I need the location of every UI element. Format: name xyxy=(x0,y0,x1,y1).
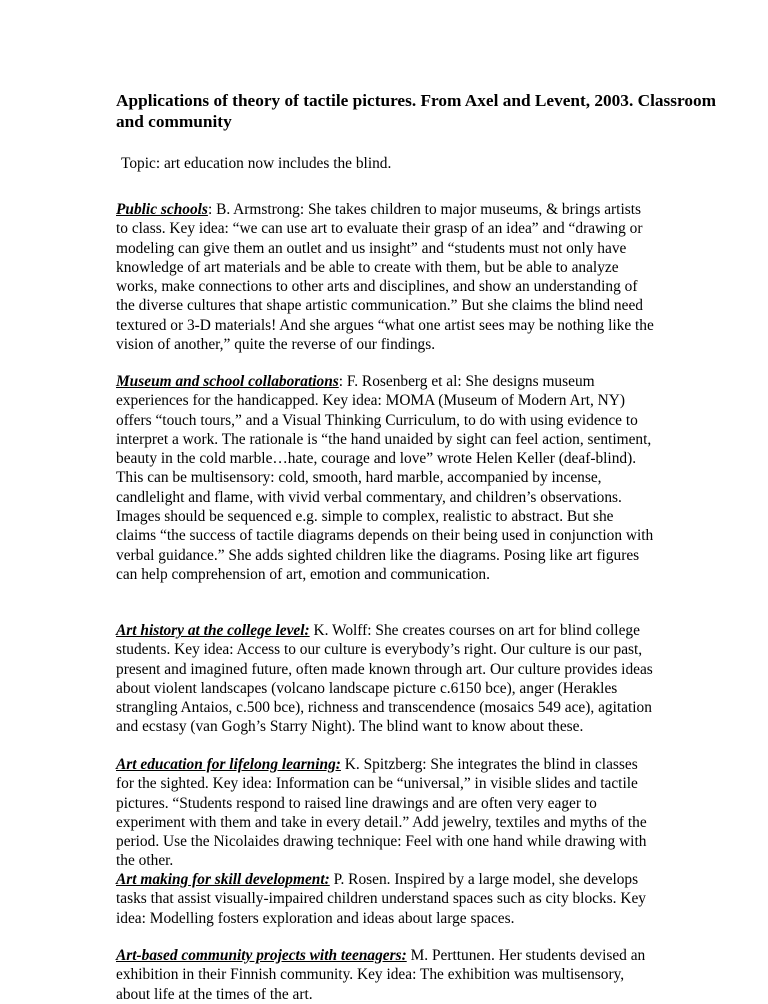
topic-line: Topic: art education now includes the blind. xyxy=(121,155,392,172)
section-heading: Art making for skill development: xyxy=(116,871,330,888)
section-body: M. Perttunen. Her students devised an exhibition in their Finnish community. Key idea: The exhibition was multisensory, about life at the times of the art. xyxy=(116,947,646,1003)
section-separator: : xyxy=(207,201,217,218)
section-skill-development xyxy=(116,870,656,928)
section-body: P. Rosen. Inspired by a large model, she develops tasks that assist visually-impaired children understand spaces such as city blocks. Key idea: Modelling fosters exploration and ideas about large spaces. xyxy=(116,871,646,927)
section-community-projects xyxy=(116,946,656,1004)
section-heading: Art education for lifelong learning: xyxy=(116,756,341,773)
section-public-schools xyxy=(116,200,656,354)
section-body: B. Armstrong: She takes children to major museums, & brings artists to class. Key idea: “we can use art to evaluate their grasp of an idea” and “drawing or modeling can give them an outlet and us insight” and “students must not only have knowledge of art materials and be able to create with them, but be able to analyze works, make connections to other arts and disciplines, and show an understanding of the diverse cultures that shape artistic communication.” But she claims the blind need textured or 3-D materials! And she argues “what one artist sees may be nothing like the vision of another,” quite the reverse of our findings. xyxy=(116,201,654,354)
section-heading: Museum and school collaborations xyxy=(116,373,339,390)
section-body: F. Rosenberg et al: She designs museum experiences for the handicapped. Key idea: MOMA (Museum of Modern Art, NY) offers “touch tours,” and a Visual Thinking Curriculum, to do with using evidence to interpret a work. The rationale is “the hand unaided by sight can feel action, sentiment, beauty in the cold marble…hate, courage and love” wrote Helen Keller (deaf-blind). This can be multisensory: cold, smooth, hard marble, accompanied by incense, candlelight and flame, with vivid verbal commentary, and children’s observations. Images should be sequenced e.g. simple to complex, realistic to abstract. But she claims “the success of tactile diagrams depends on their being used in conjunction with verbal guidance.” She adds sighted children like the diagrams. Posing like art figures can help comprehension of art, emotion and communication. xyxy=(116,373,654,583)
section-heading: Public schools xyxy=(116,201,208,218)
section-lifelong-learning xyxy=(116,755,656,871)
section-art-history-college xyxy=(116,621,656,737)
document-title: Applications of theory of tactile pictures. From Axel and Levent, 2003. Classroom and community xyxy=(116,91,716,131)
section-body: K. Spitzberg: She integrates the blind in classes for the sighted. Key idea: Information can be “universal,” in visible slides and tactile pictures. “Students respond to raised line drawings and are often very eager to experiment with them and take in every detail.” Add jewelry, textiles and myths of the period. Use the Nicolaides drawing technique: Feel with one hand while drawing with the other. xyxy=(116,756,647,870)
section-heading: Art history at the college level: xyxy=(116,622,310,639)
section-museum-collaborations xyxy=(116,372,656,584)
section-heading: Art-based community projects with teenagers: xyxy=(116,947,407,964)
section-body: K. Wolff: She creates courses on art for blind college students. Key idea: Access to our culture is everybody’s right. Our culture is our past, present and imagined future, often made known through art. Our culture provides ideas about violent landscapes (volcano landscape picture c.6150 bce), anger (Herakles strangling Antaios, c.500 bce), richness and transcendence (mosaics 549 ace), agitation and ecstasy (van Gogh’s Starry Night). The blind want to know about these. xyxy=(116,622,653,736)
section-separator: : xyxy=(338,373,347,390)
